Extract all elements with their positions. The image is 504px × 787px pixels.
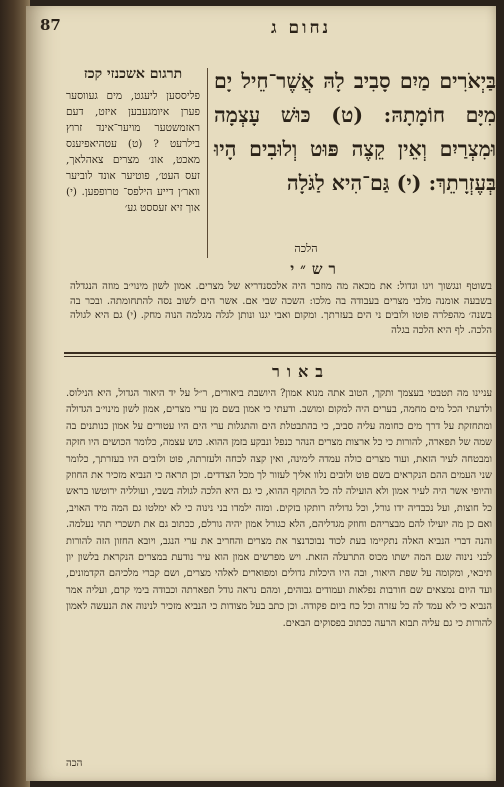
- rashi-text: בשוטף ונגשוך ויגו וגדול: את מכאה מה מוזכר היה אלכסנדריא של מצרים. אמון לשון מינוי׳ב מוזה הנגדלה בשבעה אומנה מלבי מצרים בעבודה בה מלכו: השכה שבי אם. אשר הים לשוב נסה להתחומתה. ובכר בה בשנה׳ מהפלרה פוטו ולובים ני הים בעזרתך. ומקום ואבי יגנו ונותן לגלה מגלמה הנוה מחק. (י) גם היא לגולה הלכה. לף היא הלכה בגלה: [70, 281, 492, 336]
- page-number: 87: [40, 16, 61, 34]
- biur-text: עניינו מה תטבטי בעצמך ותקך, הטוב אתה מנוא אמון? היושבת ביאורים, ר״ל על יד היאור הגדול, היא הנילוס. ולדעתי הכל מים מחמה, בערים היה למקום ומושב. ודעתי כי אמון בשם מן ערי מצרים, אמון לשון מינוי׳ב הגדולה ומתחזקת על דרך מים כחומה עליה סביב, כי בהתבטלת הים והתגלות ערי הים היו עטורים על אמון כנותנים בה שמה של תפארה, להורות כי כל ארצות מצרים הנהר כנפל ונבקע בזמן ההוא. כוש עצמה, כלומר הכושים היו חזקה ומבטחה לעיר הזאת, ועוד מצרים כולה עמדה לימינה, ואין קצה לכחה ולעזרתה, פוט ולובים היו בעזרתך, כלומר שני העמים ההם הנקראים בשם פוט ולובים נלוו אליך לעזור לך מכל הצדדים. וכן תראה כי הנביא מזכיר את החוזק והיופי אשר היה לעיר אמון ולא הועילה לה כל התוקף ההוא, כי גם היא הלכה לגולה בשבי, ועולליה ירוטשו בראש כל חוצות, ועל נכבדיה ידו גורל, וכל גדוליה רותקו בזקים. ומזה ילמדו בני נינוה כי לא ימלטו גם המה מיד האויב, ואם כן מה יועילו להם מבצריהם וחוזק מגדליהם, הלא כגורל אמון יהיה גורלם, ככתוב גם את תשכרי תהי נעלמה. והנה דברי הנביא האלה נתקיימו בעת לכוד נבוכדנצר את מצרים והחריב את ערי הנגב, ויובא החזון הזה להורות לבני נינוה שגם המה ישתו מכוס התרעלה הזאת. ויש מפרשים אמון הוא עיר נודעת במצרים הנקראת בלשון יון תיבאי, ומקומה על שפת היאור, ובה היו היכלות גדולים ומפוארים לאלהי מצרים, ושם קברי מלכיהם הקדמונים, ועד היום נמצאים שם חורבות נפלאות ועמודים גבוהים, ומהם נראה גודל תפארתה וכבודה בימי קדם, ועליה אמר הנביא כי לא עמד לה כל עזרה וכל כח ביום פקודה. וכן כתב בעל מצודות כי הנביא מזכיר לנינוה את הנעשה לאמון להורות כי גם עליה תבוא הרעה ככתוב בפסוקים הבאים.: [66, 388, 492, 629]
- section-rule-thin: [64, 356, 496, 357]
- biur-heading: באור: [272, 362, 330, 381]
- section-rule: [64, 352, 496, 354]
- targum-text: פליססען ליעגט, מים געווסער פערן איומגעבען איזט, דעם ראזמשטער מויער־אינד זרוץ בילרעט ? (ט) עטהיאפיענס מאכט, אונ׳ מצרים צאהלאך, זעס העט׳, פוטיער אונד לוביער וואר׳ן דייע הילפס־ טרופפען. (י) אוך זיא זעססט גע׳: [66, 90, 200, 214]
- verse-text: בַּיְאֹרִים מַיִם סָבִיב לָהּ אֲשֶׁר־חֵיל יָם מִיָּם חוֹמָתָהּ: (ט) כּוּשׁ עָצְמָה וּמִצְרַיִם וְאֵין קֵצֶה פּוּט וְלוּבִים הָיוּ בְּעֶזְרָתֵךְ: (י) גַּם־הִיא לַגֹּלָה: [214, 69, 496, 195]
- halacha-note: הלכה: [294, 242, 318, 255]
- column-divider: [207, 68, 208, 258]
- targum-heading: תרגום אשכנזי קכז: [83, 66, 183, 82]
- running-header: נחום ג: [270, 18, 332, 38]
- catchword: הכה: [66, 758, 83, 769]
- book-page: [26, 6, 496, 781]
- rashi-heading: רש״י: [290, 260, 342, 278]
